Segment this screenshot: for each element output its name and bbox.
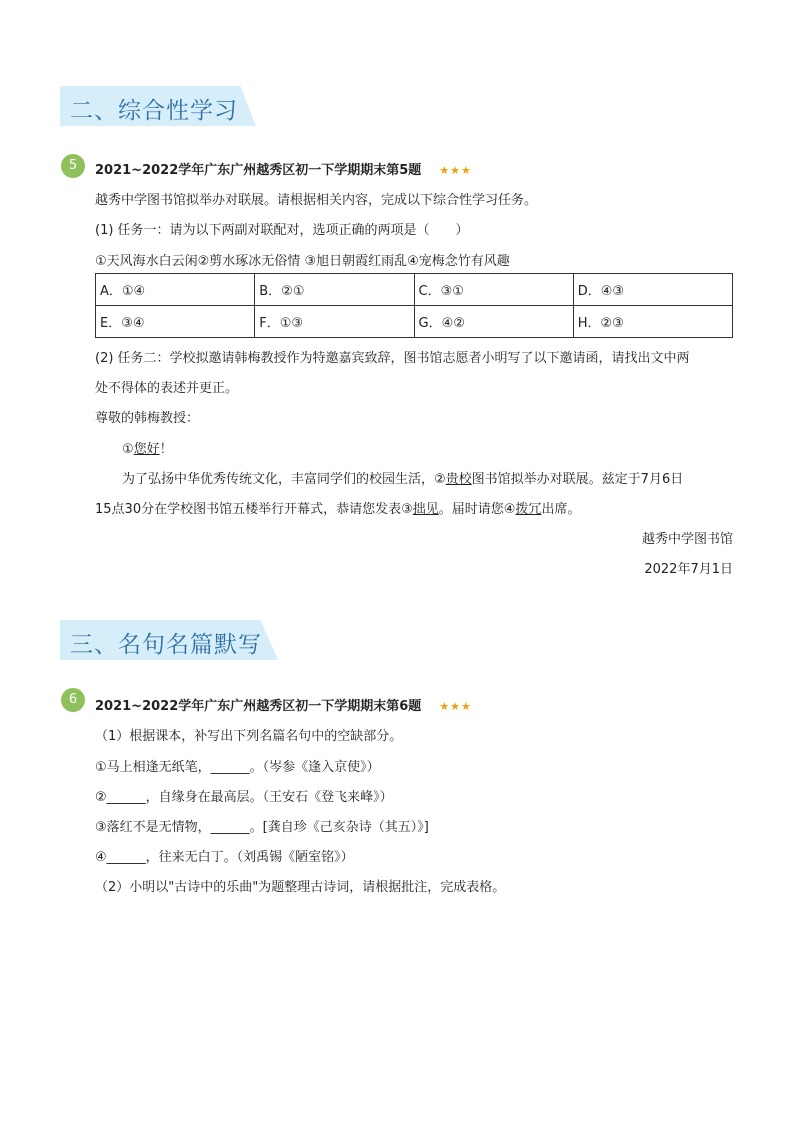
fill-blank-1: ①马上相逢无纸笔，______。（岑参《逢入京使》）	[95, 760, 380, 775]
option-b[interactable]: B．②①	[255, 274, 414, 306]
option-g[interactable]: G．④②	[414, 306, 573, 338]
option-e[interactable]: E．③④	[96, 306, 255, 338]
greeting-punct: ！	[159, 442, 173, 457]
difficulty-stars: ★★★	[439, 164, 472, 177]
letter-signature: 越秀中学图书馆	[641, 532, 733, 547]
fill-blank-2: ②______，自缘身在最高层。（王安石《登飞来峰》）	[95, 790, 393, 805]
greeting-underlined: 您好	[133, 442, 160, 457]
underlined-phrase: 拨冗	[515, 502, 542, 517]
section-banner-3	[60, 620, 278, 660]
body-text: 为了弘扬中华优秀传统文化，丰富同学们的校园生活，②	[122, 472, 446, 487]
question-source: 2021~2022学年广东广州越秀区初一下学期期末第5题	[95, 163, 422, 178]
couplet-lines: ①天风海水白云闲②剪水琢冰无俗情 ③旭日朝霞红雨乱④宠梅念竹有风趣	[95, 254, 510, 269]
fill-blank-4: ④______，往来无白丁。（刘禹锡《陋室铭》）	[95, 850, 354, 865]
section-title: 二、综合性学习	[70, 98, 238, 124]
task2-prompt-line1: (2) 任务二：学校拟邀请韩梅教授作为特邀嘉宾致辞，图书馆志愿者小明写了以下邀请函，请找出文中两	[95, 351, 690, 366]
options-row	[96, 306, 733, 338]
body-text: 。届时请您④	[438, 502, 516, 517]
question-header	[95, 695, 472, 714]
option-f[interactable]: F．①③	[255, 306, 414, 338]
options-row	[96, 274, 733, 306]
question-number-badge: 6	[61, 688, 85, 712]
options-table	[95, 273, 733, 338]
option-c[interactable]: C．③①	[414, 274, 573, 306]
option-d[interactable]: D．④③	[573, 274, 732, 306]
option-a[interactable]: A．①④	[96, 274, 255, 306]
question-header	[95, 159, 472, 178]
sub-question-1: （1）根据课本，补写出下列名篇名句中的空缺部分。	[95, 729, 403, 744]
letter-body-line1	[122, 468, 683, 487]
letter-body-line2	[95, 498, 580, 517]
option-h[interactable]: H．②③	[573, 306, 732, 338]
difficulty-stars: ★★★	[439, 700, 472, 713]
question-intro: 越秀中学图书馆拟举办对联展。请根据相关内容，完成以下综合性学习任务。	[95, 193, 538, 208]
body-text: 15点30分在学校图书馆五楼举行开幕式，恭请您发表③	[95, 502, 413, 517]
task1-prompt: (1) 任务一：请为以下两副对联配对，选项正确的两项是（ ）	[95, 223, 469, 238]
section-title: 三、名句名篇默写	[70, 632, 262, 658]
fill-blank-3: ③落红不是无情物，______。[龚自珍《己亥杂诗（其五）》]	[95, 820, 429, 835]
underlined-phrase: 拙见	[412, 502, 439, 517]
greeting-number: ①	[122, 442, 134, 457]
section-banner-2	[60, 86, 256, 126]
question-source: 2021~2022学年广东广州越秀区初一下学期期末第6题	[95, 699, 422, 714]
question-number-badge: 5	[61, 154, 85, 178]
letter-salutation: 尊敬的韩梅教授：	[95, 411, 200, 426]
letter-greeting	[122, 438, 173, 457]
body-text: 出席。	[541, 502, 581, 517]
task2-prompt-line2: 处不得体的表述并更正。	[95, 381, 239, 396]
underlined-phrase: 贵校	[445, 472, 472, 487]
letter-date: 2022年7月1日	[644, 562, 733, 577]
sub-question-2: （2）小明以"古诗中的乐曲"为题整理古诗词，请根据批注，完成表格。	[95, 880, 506, 895]
body-text: 图书馆拟举办对联展。兹定于7月6日	[471, 472, 684, 487]
